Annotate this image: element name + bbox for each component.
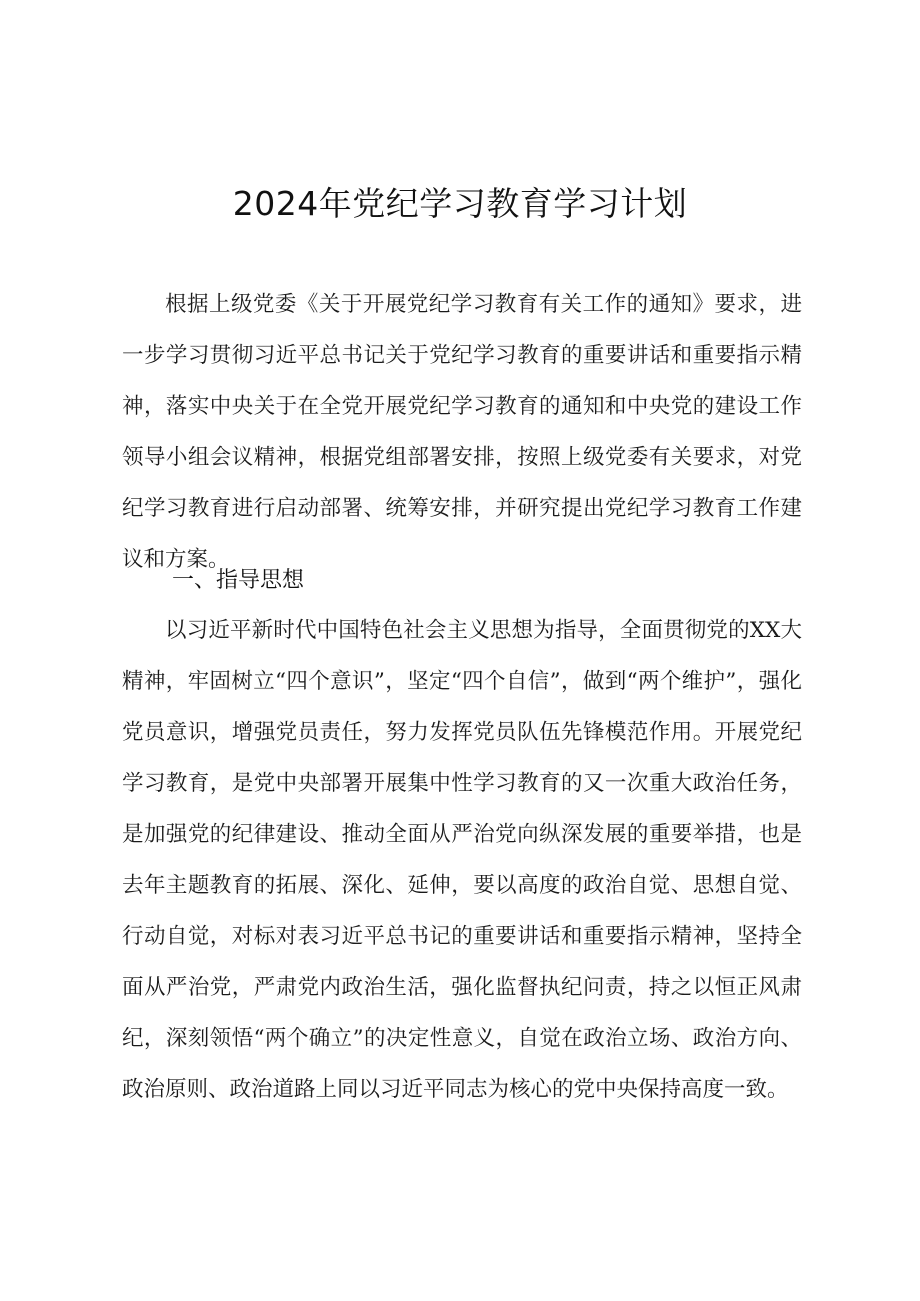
guiding-ideology-paragraph: 以习近平新时代中国特色社会主义思想为指导，全面贯彻党的XX大精神，牢固树立“四个意识”，坚定“四个自信”，做到“两个维护”，强化党员意识，增强党员责任，努力发挥党员队伍先锋模范作用。开展党纪学习教育，是党中央部署开展集中性学习教育的又一次重大政治任务，是加强党的纪律建设、推动全面从严治党向纵深发展的重要举措，也是去年主题教育的拓展、深化、延伸，要以高度的政治自觉、思想自觉、行动自觉，对标对表习近平总书记的重要讲话和重要指示精神，坚持全面从严治党，严肃党内政治生活，强化监督执纪问责，持之以恒正风肃纪，深刻领悟“两个确立”的决定性意义，自觉在政治立场、政治方向、政治原则、政治道路上同以习近平同志为核心的党中央保持高度一致。	[122, 618, 802, 1102]
intro-paragraph: 根据上级党委《关于开展党纪学习教育有关工作的通知》要求，进一步学习贯彻习近平总书记关于党纪学习教育的重要讲话和重要指示精神，落实中央关于在全党开展党纪学习教育的通知和中央党的建设工作领导小组会议精神，根据党组部署安排，按照上级党委有关要求，对党纪学习教育进行启动部署、统筹安排，并研究提出党纪学习教育工作建议和方案。	[122, 292, 802, 572]
section-heading-guiding-ideology: 一、指导思想	[172, 568, 305, 593]
document-title: 2024年党纪学习教育学习计划	[232, 184, 688, 223]
